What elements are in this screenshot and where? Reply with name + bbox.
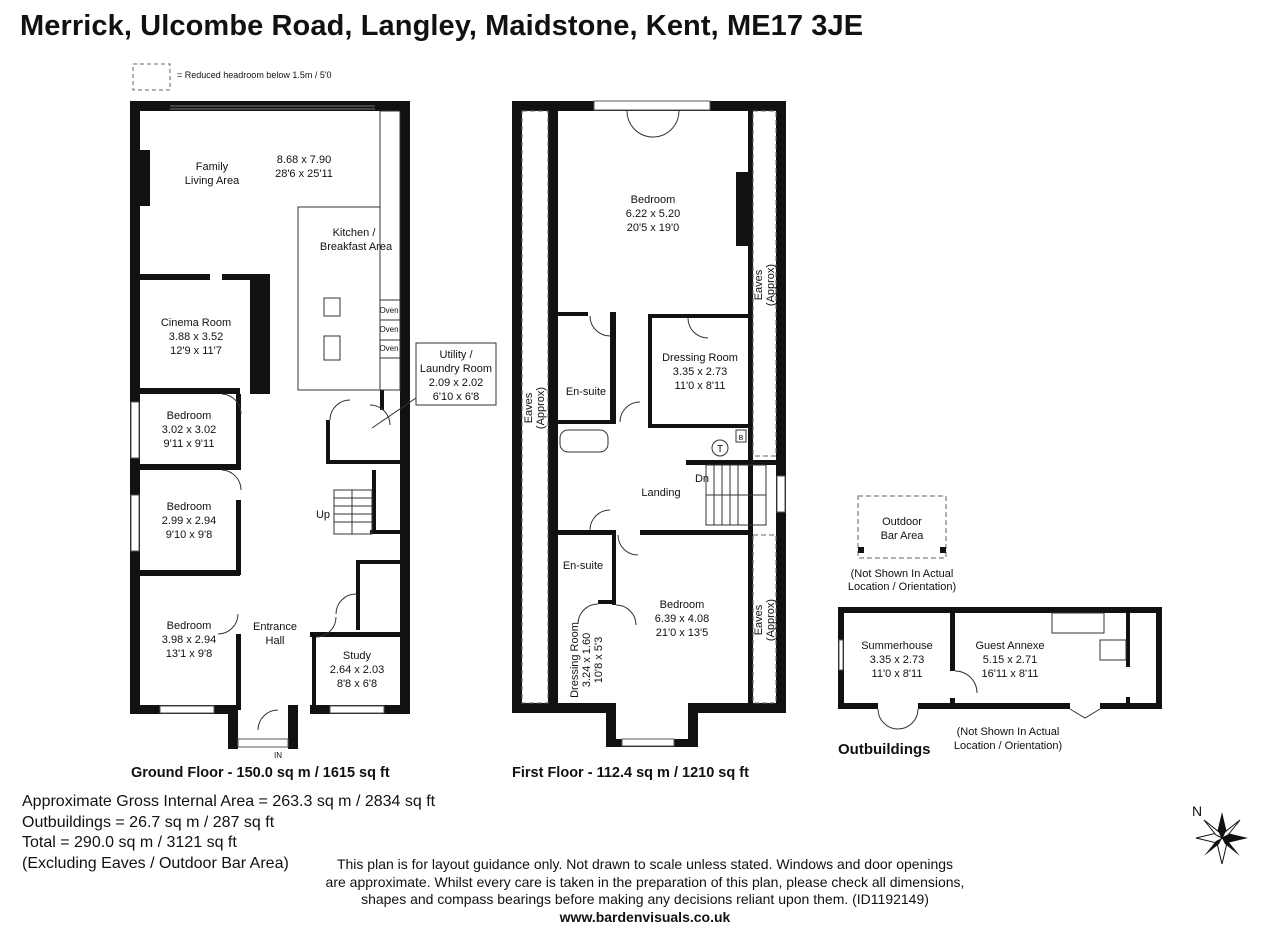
bedroom2-ft: 9'10 x 9'8 xyxy=(165,529,213,541)
ff-eaves-right-top: Eaves xyxy=(753,269,765,301)
ff-bedroom-main-ft: 20'5 x 19'0 xyxy=(626,222,680,234)
disclaimer-line-3: shapes and compass bearings before making any decisions reliant upon them. (ID1192149) xyxy=(361,891,929,907)
study-ft: 8'8 x 6'8 xyxy=(336,678,378,690)
disclaimer xyxy=(300,856,990,926)
entrance-in-label: IN xyxy=(274,751,282,760)
ff-dressing-m: 3.35 x 2.73 xyxy=(672,366,728,378)
oven-label-1: Oven xyxy=(379,306,399,315)
ff-bedroom-main-name: Bedroom xyxy=(630,194,676,206)
bar-name-2: Bar Area xyxy=(880,530,924,542)
annexe-note-1: (Not Shown In Actual xyxy=(956,726,1060,738)
utility-name-1: Utility / xyxy=(439,349,473,361)
bar-note-2: Location / Orientation) xyxy=(847,581,957,593)
first-floor-caption: First Floor - 112.4 sq m / 1210 sq ft xyxy=(512,765,749,781)
ff-dn-label: Dn xyxy=(694,473,710,485)
compass-rose-icon xyxy=(1196,812,1248,864)
bedroom2-m: 2.99 x 2.94 xyxy=(161,515,217,527)
bar-name-1: Outdoor xyxy=(882,516,922,528)
compass-north-label: N xyxy=(1192,803,1203,819)
ff-dressing2-ft: 10'8 x 5'3 xyxy=(593,636,605,684)
utility-ft: 6'10 x 6'8 xyxy=(432,391,480,403)
ff-dressing-ft: 11'0 x 8'11 xyxy=(674,380,726,392)
utility-name-2: Laundry Room xyxy=(419,363,493,375)
disclaimer-line-1: This plan is for layout guidance only. Not drawn to scale unless stated. Windows and door openings xyxy=(336,856,954,872)
kitchen-name-1: Kitchen / xyxy=(332,227,376,239)
ff-eaves-right-top-approx: (Approx) xyxy=(765,263,777,307)
legend-swatch xyxy=(133,64,170,90)
bedroom3-ft: 13'1 x 9'8 xyxy=(165,648,213,660)
website-link[interactable]: www.bardenvisuals.co.uk xyxy=(559,908,731,925)
total-area: Total = 290.0 sq m / 3121 sq ft xyxy=(22,834,237,851)
annexe-name: Guest Annexe xyxy=(975,640,1045,652)
utility-m: 2.09 x 2.02 xyxy=(428,377,484,389)
ff-ensuite2-name: En-suite xyxy=(562,560,604,572)
disclaimer-line-2: are approximate. Whilst every care is taken in the preparation of this plan, please check all dimensions, xyxy=(325,873,965,890)
ff-dressing-name: Dressing Room xyxy=(662,352,738,364)
outbuildings-heading: Outbuildings xyxy=(838,741,931,758)
ff-bedroom2-name: Bedroom xyxy=(659,599,705,611)
summerhouse-ft: 11'0 x 8'11 xyxy=(871,668,923,680)
annexe-ft: 16'11 x 8'11 xyxy=(981,668,1039,680)
bedroom2-name: Bedroom xyxy=(166,501,212,513)
bedroom3-m: 3.98 x 2.94 xyxy=(161,634,217,646)
cinema-name: Cinema Room xyxy=(160,317,232,329)
family-name-2: Living Area xyxy=(184,175,240,187)
ff-bedroom2-m: 6.39 x 4.08 xyxy=(654,613,710,625)
gross-area: Approximate Gross Internal Area = 263.3 sq m / 2834 sq ft xyxy=(22,793,436,810)
ff-bedroom2-ft: 21'0 x 13'5 xyxy=(655,627,709,639)
ff-eaves-left: Eaves xyxy=(523,392,535,424)
study-m: 2.64 x 2.03 xyxy=(329,664,385,676)
ff-eaves-right-bottom: Eaves xyxy=(753,604,765,636)
summerhouse-m: 3.35 x 2.73 xyxy=(869,654,925,666)
ground-floor-caption: Ground Floor - 150.0 sq m / 1615 sq ft xyxy=(131,765,390,781)
annexe-m: 5.15 x 2.71 xyxy=(982,654,1038,666)
bedroom1-ft: 9'11 x 9'11 xyxy=(163,438,215,450)
study-name: Study xyxy=(342,650,372,662)
page-title: Merrick, Ulcombe Road, Langley, Maidstone, Kent, ME17 3JE xyxy=(20,10,864,42)
hall-name-1: Entrance xyxy=(252,621,298,633)
cinema-ft: 12'9 x 11'7 xyxy=(170,345,222,357)
ff-dressing2-m: 3.24 x 1.60 xyxy=(581,632,593,688)
oven-label-3: Oven xyxy=(379,344,399,353)
bedroom1-name: Bedroom xyxy=(166,410,212,422)
bedroom1-m: 3.02 x 3.02 xyxy=(161,424,217,436)
cinema-m: 3.88 x 3.52 xyxy=(168,331,224,343)
ff-eaves-right-bottom-approx: (Approx) xyxy=(765,598,777,642)
bar-note-1: (Not Shown In Actual xyxy=(850,568,954,580)
oven-label-2: Oven xyxy=(379,325,399,334)
family-dims-m: 8.68 x 7.90 xyxy=(276,154,332,166)
ff-ensuite1-name: En-suite xyxy=(565,386,607,398)
outbuildings-area: Outbuildings = 26.7 sq m / 287 sq ft xyxy=(22,814,275,831)
excluding-note: (Excluding Eaves / Outdoor Bar Area) xyxy=(22,855,289,872)
ff-b-label: B xyxy=(738,435,744,442)
family-dims-ft: 28'6 x 25'11 xyxy=(275,168,333,180)
legend-label: = Reduced headroom below 1.5m / 5'0 xyxy=(177,70,332,80)
ff-landing-name: Landing xyxy=(641,487,681,499)
summerhouse-name: Summerhouse xyxy=(861,640,933,652)
ff-bedroom-main-m: 6.22 x 5.20 xyxy=(625,208,681,220)
annexe-note-2: Location / Orientation) xyxy=(953,740,1063,752)
stairs-up-label: Up xyxy=(315,509,331,521)
hall-name-2: Hall xyxy=(265,635,285,647)
kitchen-name-2: Breakfast Area xyxy=(319,241,393,253)
bedroom3-name: Bedroom xyxy=(166,620,212,632)
ff-eaves-left-approx: (Approx) xyxy=(535,386,547,430)
ff-dressing2-name: Dressing Room xyxy=(569,622,581,698)
family-name-1: Family xyxy=(195,161,229,173)
ff-t-label: T xyxy=(716,444,724,455)
